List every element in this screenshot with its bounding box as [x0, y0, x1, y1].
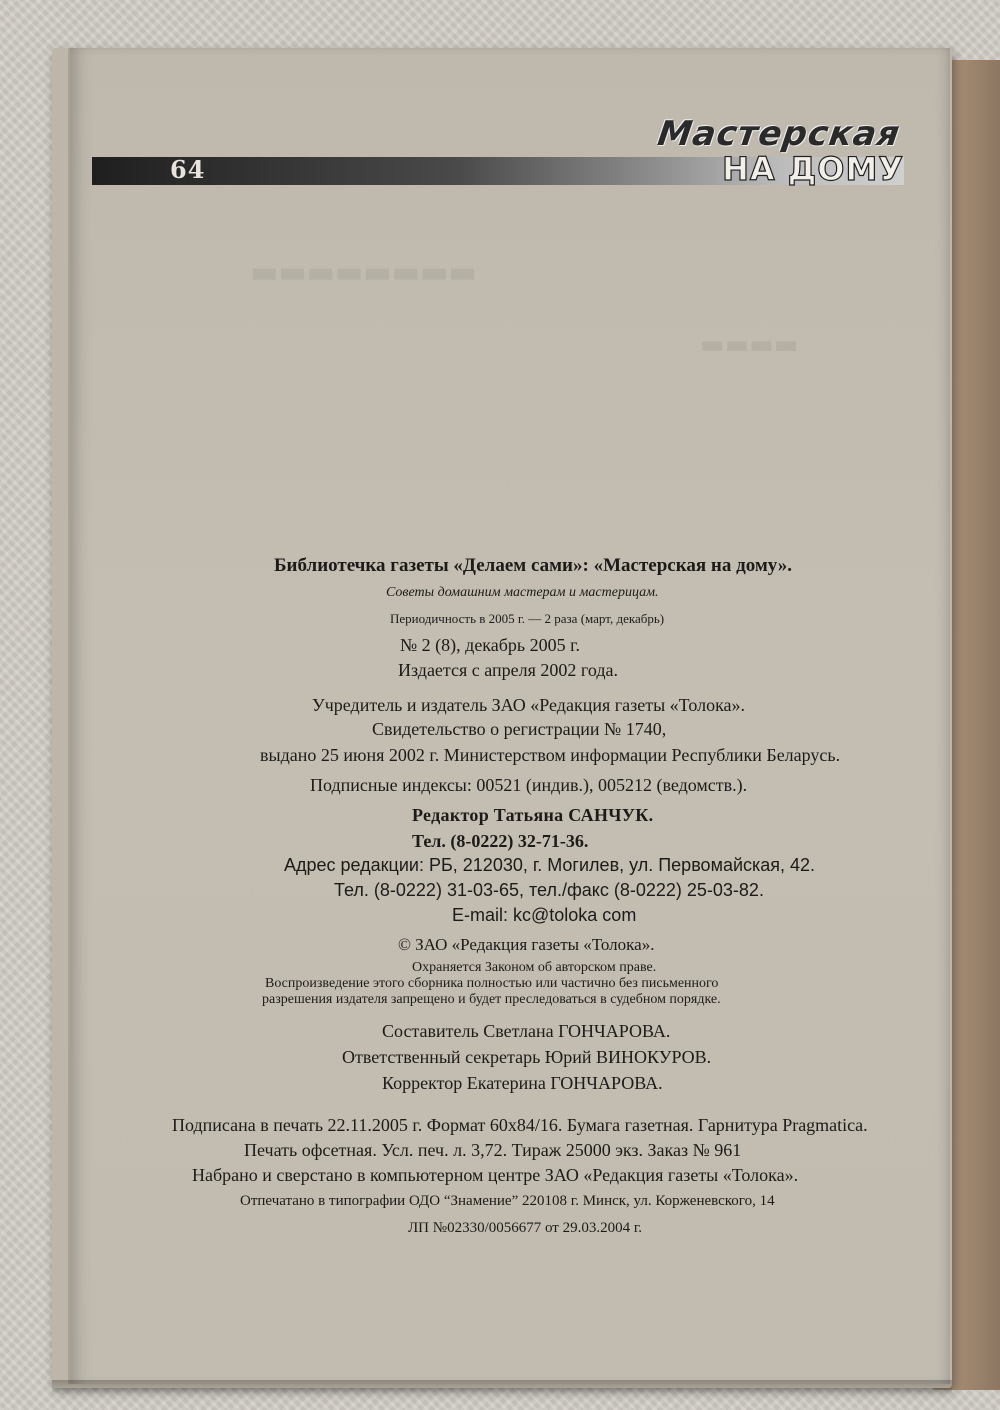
periodicity: Периодичность в 2005 г. — 2 раза (март, декабрь): [390, 611, 665, 626]
certificate-issued-by: выдано 25 июня 2002 г. Министерством информации Республики Беларусь.: [260, 745, 841, 765]
subscription-indexes: Подписные индексы: 00521 (индив.), 005212 (ведомств.).: [310, 775, 748, 795]
page-number: 64: [170, 155, 206, 184]
license-number: ЛП №02330/0056677 от 29.03.2004 г.: [408, 1220, 643, 1236]
imprint-title: Библиотечка газеты «Делаем сами»: «Мастерская на дому».: [274, 555, 793, 576]
series-logo: [640, 110, 910, 190]
corrector: Корректор Екатерина ГОНЧАРОВА.: [382, 1073, 663, 1093]
founder: Учредитель и издатель ЗАО «Редакция газеты «Толока».: [312, 695, 746, 715]
editor-phone: Тел. (8-0222) 32-71-36.: [412, 831, 589, 851]
editorial-email: E-mail: kc@toloka com: [452, 905, 637, 925]
typeset-info: Набрано и сверстано в компьютерном центре ЗАО «Редакция газеты «Толока».: [192, 1165, 799, 1185]
executive-secretary: Ответственный секретарь Юрий ВИНОКУРОВ.: [342, 1047, 712, 1067]
copyright: © ЗАО «Редакция газеты «Толока».: [398, 935, 655, 954]
compiler: Составитель Светлана ГОНЧАРОВА.: [382, 1021, 671, 1041]
show-through-text: ▬▬▬▬: [700, 330, 799, 360]
registration-certificate: Свидетельство о регистрации № 1740,: [372, 719, 667, 739]
issue-number: № 2 (8), декабрь 2005 г.: [400, 635, 580, 655]
reproduction-notice-1: Воспроизведение этого сборника полностью или частично без письменного: [265, 976, 719, 991]
show-through-text: ▬▬▬▬▬▬▬▬: [250, 255, 477, 290]
editorial-address: Адрес редакции: РБ, 212030, г. Могилев, ул. Первомайская, 42.: [284, 855, 816, 875]
logo-line-2: НА ДОМУ: [722, 150, 904, 188]
imprint-subtitle: Советы домашним мастерам и мастерицам.: [386, 585, 659, 600]
reproduction-notice-2: разрешения издателя запрещено и будет преследоваться в судебном порядке.: [262, 992, 721, 1007]
editor: Редактор Татьяна САНЧУК.: [412, 805, 654, 825]
published-since: Издается с апреля 2002 года.: [398, 660, 618, 680]
print-details: Печать офсетная. Усл. печ. л. 3,72. Тираж 25000 экз. Заказ № 961: [244, 1140, 742, 1160]
page-shadow: [52, 1380, 952, 1394]
logo-line-1: Мастерская: [655, 114, 903, 154]
copyright-protection: Охраняется Законом об авторском праве.: [412, 960, 657, 975]
printing-house: Отпечатано в типографии ОДО “Знамение” 220108 г. Минск, ул. Корженевского, 14: [240, 1193, 775, 1209]
editorial-phones: Тел. (8-0222) 31-03-65, тел./факс (8-0222) 25-03-82.: [334, 880, 764, 900]
signed-for-print: Подписана в печать 22.11.2005 г. Формат 60х84/16. Бумага газетная. Гарнитура Pragmatica.: [172, 1115, 868, 1135]
